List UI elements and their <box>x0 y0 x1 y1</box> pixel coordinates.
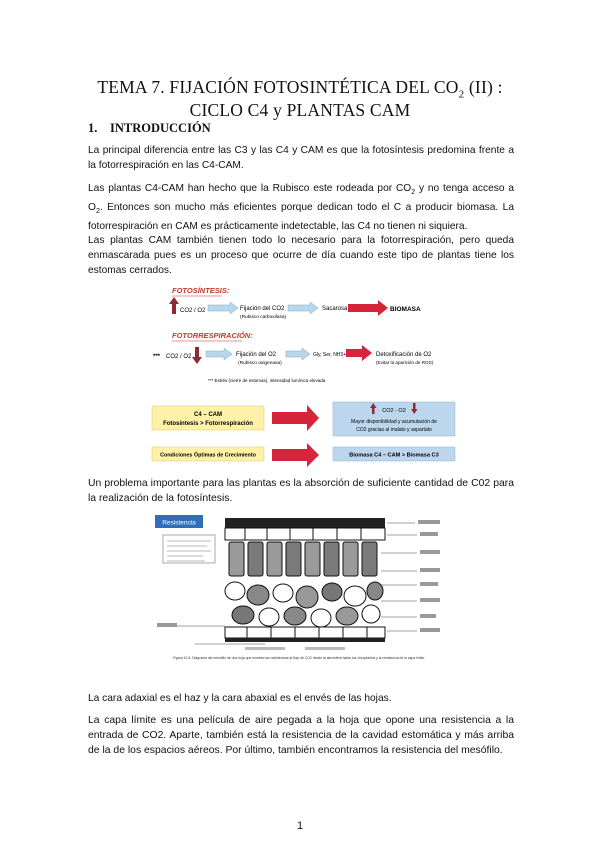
leaf-resistance-figure <box>155 513 445 681</box>
red-arrow-icon <box>272 443 319 467</box>
title-suffix: (II) : <box>464 77 503 97</box>
photorespiration-label: FOTORRESPIRACIÓN: <box>172 331 253 340</box>
leaf-cross-section-icon <box>225 518 385 642</box>
p2-sub-2: 2 <box>95 208 100 216</box>
photosynthesis-label: FOTOSÍNTESIS: <box>172 286 230 295</box>
p2-sub-1: 2 <box>411 189 416 197</box>
p2-text-c: . Entonces son mucho más eficientes porque dedican todo el C a producir biomasa. La fotorrespiración en CAM es prácticamente indetectable, las C4 no tienen ni siquiera. <box>88 202 514 233</box>
detox-sub-text: (Evitar la aparición de ROS) <box>376 360 434 365</box>
stars-text: *** <box>153 354 161 360</box>
biomass-text: BIOMASA <box>390 306 421 313</box>
page-title-line-1 <box>0 77 600 101</box>
fixation-o2-sub-text: (Rubisco oxigenasa) <box>238 361 282 366</box>
sucrose-text: Sacarosa <box>322 306 348 312</box>
paragraph-5: La cara adaxial es el haz y la cara abaxial es el envés de las hojas. <box>88 693 392 704</box>
red-arrow-icon <box>346 345 372 361</box>
up-arrow-icon <box>169 297 179 314</box>
blue-arrow-icon <box>286 348 310 360</box>
co2-availability-line-1: Mayor disponibilidad y acumulación de <box>351 419 437 425</box>
metabolites-text: Gly, Ser, NH3+ <box>313 352 347 358</box>
paragraph-6: La capa límite es una película de aire pegada a la hoja que opone una resistencia a la entrada de CO2. Aparte, también está la resistencia de la cavidad estomática y más arriba de la de los espacios aéreos. Por último, también encontramos la resistencia del mesófilo. <box>88 715 514 756</box>
section-heading <box>88 121 211 136</box>
p2-text-b: y no tenga acceso a O <box>88 183 514 214</box>
paragraph-3: Las plantas CAM también tienen todo lo necesario para la fotorrespiración, pero queda enmascarada pues es un proceso que ocurre de día cuando este tipo de plantas tiene los estomas cerrados. <box>88 235 514 276</box>
blue-arrow-icon <box>208 302 238 314</box>
section-number: 1. <box>88 121 98 135</box>
paragraph-2 <box>88 181 514 234</box>
paragraph-4: Un problema importante para las plantas es la absorción de suficiente cantidad de C02 para la realización de la fotosíntesis. <box>88 478 514 504</box>
section-title: INTRODUCCIÓN <box>110 121 211 135</box>
blue-arrow-icon <box>288 302 318 314</box>
co2-o2-text: CO2 / O2 <box>180 308 206 314</box>
p2-text-a: Las plantas C4-CAM han hecho que la Rubisco este rodeada por CO <box>88 183 412 194</box>
co2-o2-text-2: CO2 / O2 <box>166 354 192 360</box>
footnote-text: *** Estrés (cierre de estomas), intensidad lumínica elevada <box>208 378 326 383</box>
page-number: 1 <box>296 820 304 832</box>
blue-arrow-icon <box>206 348 232 360</box>
resistance-badge-text: Resistencia <box>162 519 196 527</box>
c4-cam-box-line-2: Fotosíntesis > Fotorrespiración <box>163 421 253 427</box>
title-text: TEMA 7. FIJACIÓN FOTOSINTÉTICA DEL CO <box>97 77 459 97</box>
c4-cam-comparison-diagram <box>147 400 457 470</box>
photosynthesis-diagram <box>150 283 450 388</box>
biomass-comparison-text: Biomasa C4 – CAM > Biomasa C3 <box>349 452 439 459</box>
red-arrow-icon <box>348 300 388 316</box>
fixation-text: Fijación del CO2 <box>240 306 285 312</box>
paragraph-1: La principal diferencia entre las C3 y las C4 y CAM es que la fotosíntesis predomina frente a la fotorrespiración en las C4-CAM. <box>88 145 514 171</box>
fixation-o2-text: Fijación del O2 <box>236 352 277 358</box>
red-arrow-icon <box>272 405 319 431</box>
c4-cam-box-line-1: C4 – CAM <box>193 412 223 418</box>
fixation-sub-text: (Rubisco carboxilasa) <box>240 315 287 320</box>
figure-caption: Figura 10-5. Diagrama del mesófilo de una hoja que muestra las resistencias al flujo de CO2 desde la atmósfera hasta los cloroplastos y la resistencia de la capa límite. <box>173 656 426 660</box>
page-title-line-2: CICLO C4 y PLANTAS CAM <box>189 100 411 120</box>
down-arrow-icon <box>192 347 202 364</box>
left-labels-block <box>163 535 215 563</box>
optimal-conditions-text: Condiciones Óptimas de Crecimiento <box>160 452 256 459</box>
title-subscript: 2 <box>458 88 465 101</box>
co2-o2-box-text: CO2 - O2 <box>382 408 406 414</box>
co2-availability-line-2: CO2 gracias al malato y aspartato <box>356 427 432 433</box>
detox-text: Detoxificación de O2 <box>376 352 432 358</box>
